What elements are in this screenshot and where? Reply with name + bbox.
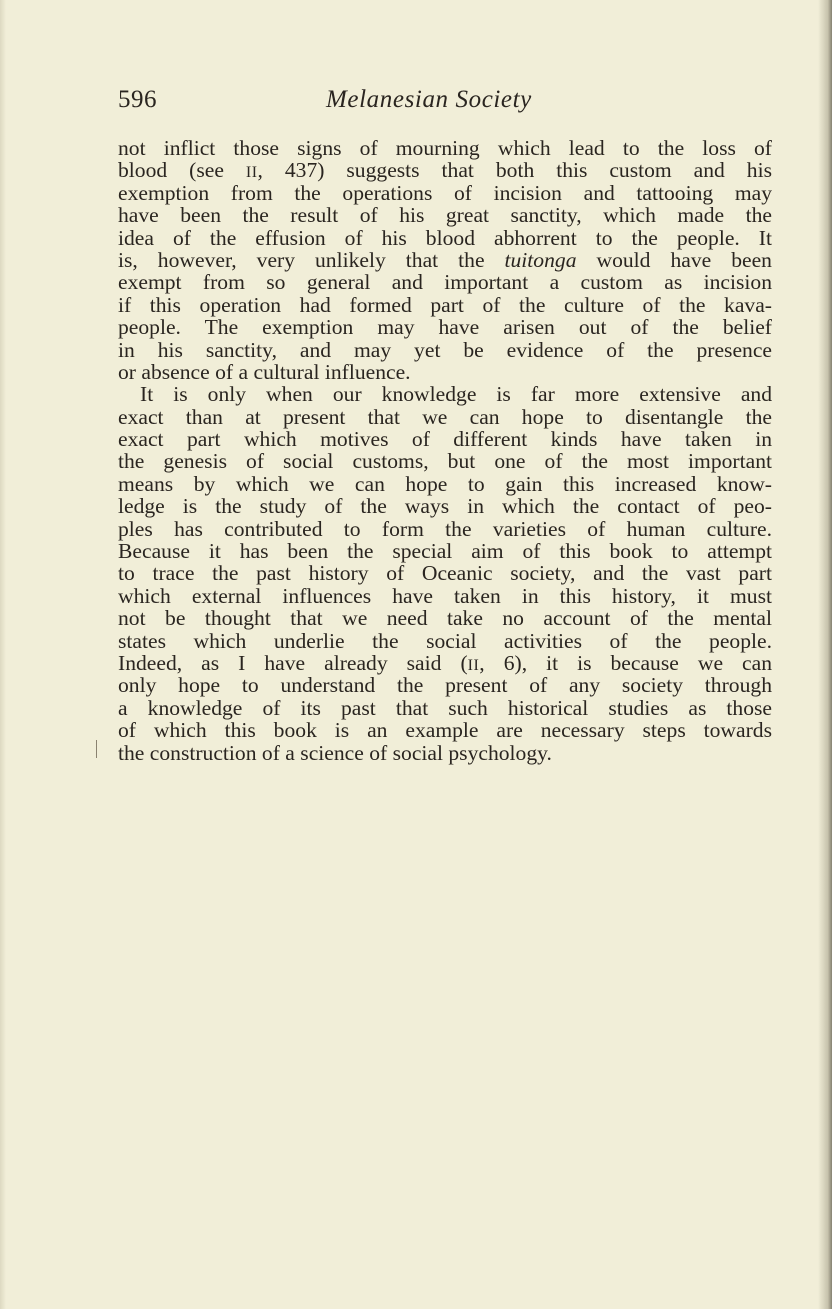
text-line: the construction of a science of social psychology. <box>118 740 552 765</box>
text-line: It is only when our knowledge is far more extensive and <box>140 382 772 407</box>
text-run: blood (see <box>118 158 246 183</box>
volume-numeral: II <box>245 164 258 182</box>
text-line: have been the result of his great sanctity, which made the <box>118 203 772 228</box>
text-line: Because it has been the special aim of this book to attempt <box>118 539 772 564</box>
text-run: is, however, very unlikely that the <box>118 247 505 272</box>
text-line: to trace the past history of Oceanic society, and the vast part <box>118 561 772 586</box>
italic-term: tuitonga <box>504 247 577 272</box>
text-line: not be thought that we need take no account of the mental <box>118 606 772 631</box>
text-line: not inflict those signs of mourning which lead to the loss of <box>118 136 772 160</box>
text-line: or absence of a cultural influence. <box>118 359 411 384</box>
text-line: people. The exemption may have arisen out of the belief <box>118 315 772 340</box>
text-line: in his sanctity, and may yet be evidence of the presence <box>118 337 772 362</box>
running-head <box>118 86 772 120</box>
text-line: exact than at present that we can hope to disentangle the <box>118 404 772 429</box>
margin-mark <box>96 740 97 758</box>
text-line <box>118 249 772 271</box>
text-line: of which this book is an example are necessary steps towards <box>118 718 772 743</box>
text-line: exempt from so general and important a custom as incision <box>118 270 772 295</box>
text-line: means by which we can hope to gain this increased know- <box>118 471 772 496</box>
text-line: idea of the effusion of his blood abhorrent to the people. It <box>118 225 772 250</box>
paragraph-1 <box>118 137 772 383</box>
running-title: Melanesian Society <box>326 86 532 113</box>
text-line: if this operation had formed part of the culture of the kava- <box>118 292 772 317</box>
text-run: Indeed, as I have already said ( <box>118 650 468 675</box>
text-line <box>118 652 772 674</box>
text-line: exact part which motives of different kinds have taken in <box>118 427 772 452</box>
text-line: ledge is the study of the ways in which the contact of peo- <box>118 494 772 519</box>
text-line: which external influences have taken in this history, it must <box>118 583 772 608</box>
text-line: the genesis of social customs, but one of the most important <box>118 449 772 474</box>
page-binding-shadow <box>818 0 832 1309</box>
text-line <box>118 159 772 181</box>
text-line: a knowledge of its past that such historical studies as those <box>118 695 772 720</box>
body-text <box>118 137 772 764</box>
volume-numeral: II <box>467 656 480 674</box>
text-line: only hope to understand the present of any society through <box>118 673 772 698</box>
text-run: would have been <box>576 247 772 272</box>
text-line: exemption from the operations of incision and tattooing may <box>118 180 772 205</box>
page-number: 596 <box>118 86 157 113</box>
paragraph-2 <box>118 383 772 764</box>
page-left-edge <box>0 0 6 1309</box>
text-line: ples has contributed to form the varieties of human culture. <box>118 516 772 541</box>
text-line: states which underlie the social activities of the people. <box>118 628 772 653</box>
text-run: , 6), it is because we can <box>479 650 772 675</box>
text-run: , 437) suggests that both this custom and his <box>257 158 773 183</box>
